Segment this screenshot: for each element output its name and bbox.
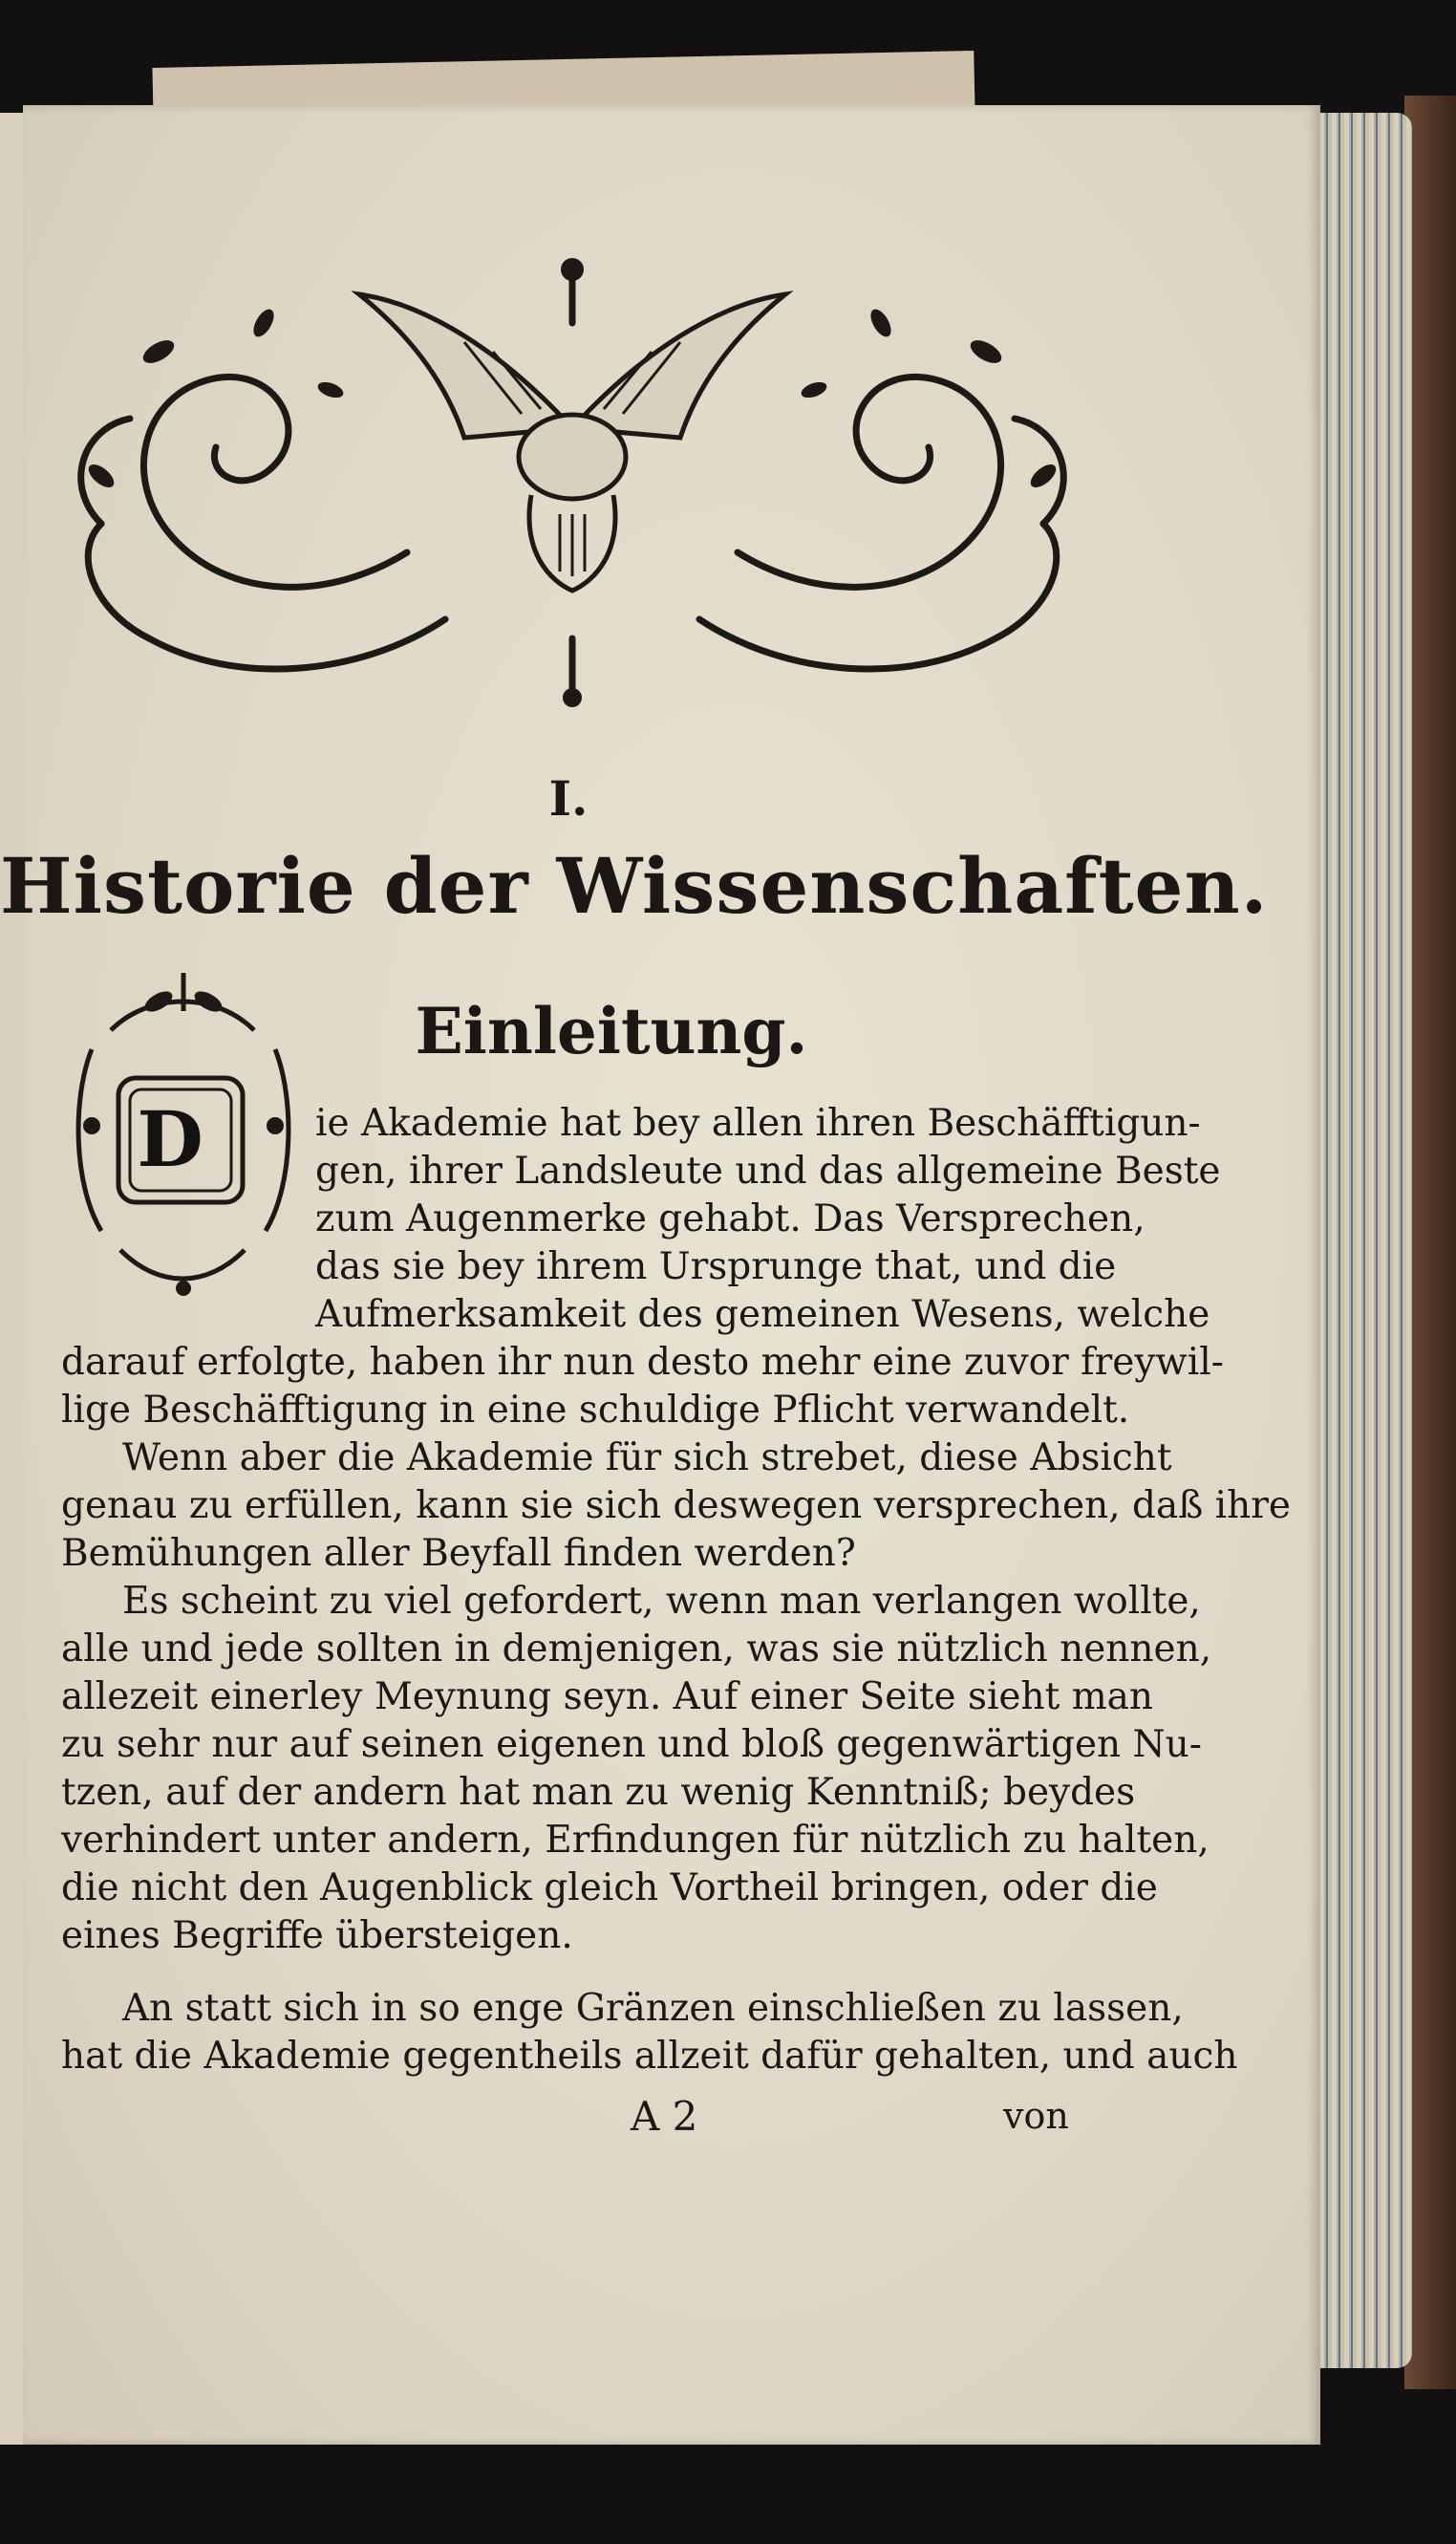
catchword: von xyxy=(1003,2095,1069,2137)
text-line: ie Akademie hat bey allen ihren Beschäfftigun- xyxy=(315,1102,1201,1145)
text-line: An statt sich in so enge Gränzen einschließen zu lassen, xyxy=(122,1987,1184,2030)
text-line: Wenn aber die Akademie für sich strebet, diese Absicht xyxy=(122,1436,1172,1479)
leaf xyxy=(867,306,895,340)
text-line: Aufmerksamkeit des gemeinen Wesens, welche xyxy=(315,1293,1210,1336)
leaf xyxy=(85,461,118,492)
text-line: alle und jede sollten in demjenigen, was sie nützlich nennen, xyxy=(61,1628,1212,1671)
chapter-title: Historie der Wissenschaften. xyxy=(0,841,1269,931)
text-line: verhindert unter andern, Erfindungen für nützlich zu halten, xyxy=(61,1819,1210,1862)
page-block-edge xyxy=(1307,113,1412,2368)
signature-mark: A 2 xyxy=(631,2093,698,2140)
scroll-left-lower xyxy=(88,524,445,669)
section-number: I. xyxy=(548,770,589,827)
text-line: zu sehr nur auf seinen eigenen und bloß gegenwärtigen Nu- xyxy=(61,1723,1202,1766)
leaf xyxy=(315,379,345,401)
text-line: Es scheint zu viel gefordert, wenn man verlangen wollte, xyxy=(122,1580,1201,1623)
scroll-right-lower xyxy=(699,524,1057,669)
text-line: zum Augenmerke gehabt. Das Versprechen, xyxy=(315,1197,1146,1240)
text-line: tzen, auf der andern hat man zu wenig Kenntniß; beydes xyxy=(61,1771,1136,1814)
leaf xyxy=(249,306,278,340)
text-line: Bemühungen aller Beyfall finden werden? xyxy=(61,1532,856,1575)
book-cover-edge xyxy=(1404,96,1456,2389)
scroll-right xyxy=(738,377,1001,587)
leaf xyxy=(967,335,1005,368)
leaf xyxy=(561,258,584,281)
headpiece-ornament xyxy=(44,237,1101,709)
eagle-wing-right xyxy=(572,294,785,438)
scroll-left xyxy=(143,377,407,587)
text-line: die nicht den Augenblick gleich Vortheil bringen, oder die xyxy=(61,1866,1158,1909)
eagle-body xyxy=(519,415,626,499)
initial-letter: D xyxy=(137,1094,203,1184)
leaf xyxy=(139,335,178,368)
leaf xyxy=(563,688,582,707)
text-line: eines Begriffe übersteigen. xyxy=(61,1914,573,1957)
text-line: gen, ihrer Landsleute und das allgemeine Beste xyxy=(315,1150,1221,1193)
text-line: darauf erfolgte, haben ihr nun desto mehr eine zuvor freywil- xyxy=(61,1341,1224,1384)
eagle-wing-left xyxy=(359,294,572,438)
section-subtitle: Einleitung. xyxy=(415,994,808,1068)
text-line: das sie bey ihrem Ursprunge that, und die xyxy=(315,1245,1117,1288)
text-line: genau zu erfüllen, kann sie sich deswegen versprechen, daß ihre xyxy=(61,1484,1291,1527)
leaf xyxy=(1027,461,1060,492)
text-line: lige Beschäfftigung in eine schuldige Pflicht verwandelt. xyxy=(61,1389,1130,1432)
text-line: allezeit einerley Meynung seyn. Auf einer Seite sieht man xyxy=(61,1675,1154,1718)
text-line: hat die Akademie gegentheils allzeit dafür gehalten, und auch xyxy=(61,2035,1238,2078)
leaf xyxy=(799,379,828,401)
